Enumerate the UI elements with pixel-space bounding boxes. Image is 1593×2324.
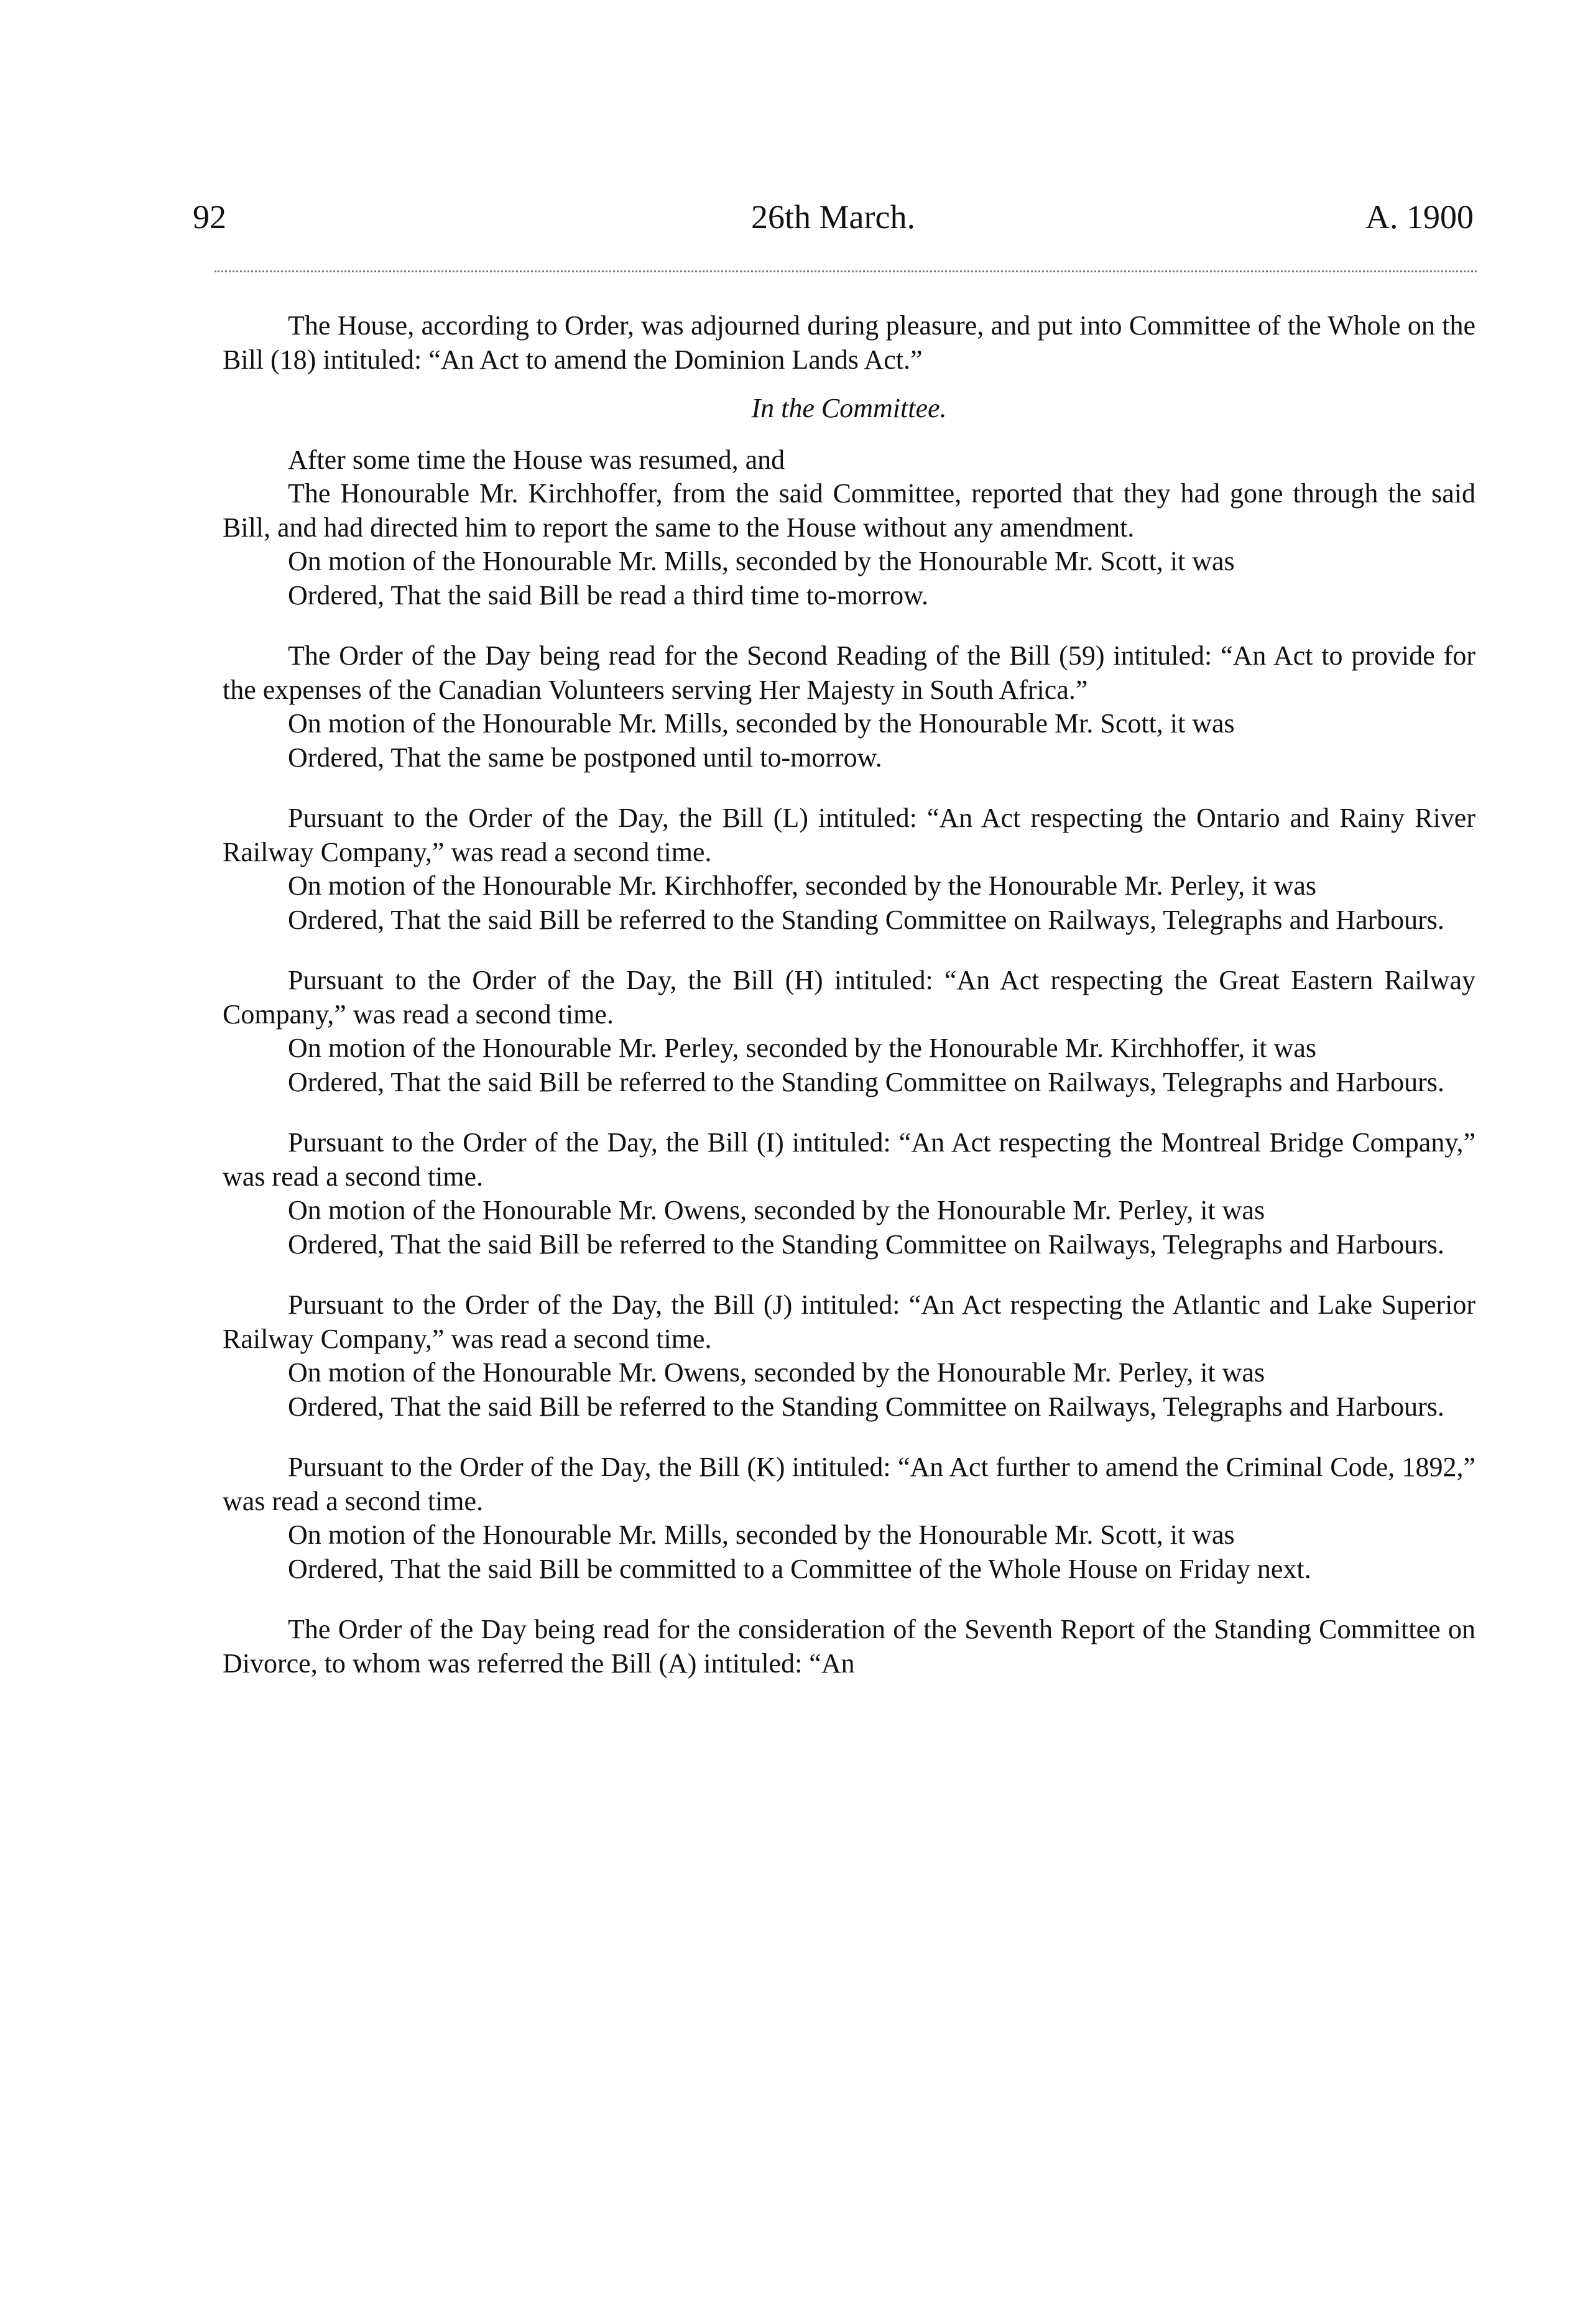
paragraph: Pursuant to the Order of the Day, the Bill (K) intituled: “An Act further to amend the Criminal Code, 1892,” was read a second time.	[223, 1452, 1475, 1516]
header-year: A. 1900	[1365, 198, 1474, 236]
paragraph: Ordered, That the said Bill be committed to a Committee of the Whole House on Friday next.	[288, 1553, 1311, 1584]
paragraph: The Order of the Day being read for the consideration of the Seventh Report of the Standing Committee on Divorce, to whom was referred the Bill (A) intituled: “An	[223, 1614, 1475, 1679]
paragraph: On motion of the Honourable Mr. Owens, seconded by the Honourable Mr. Perley, it was	[288, 1357, 1265, 1388]
paragraph: The House, according to Order, was adjourned during pleasure, and put into Committee of the Whole on the Bill (18) intituled: “An Act to amend the Dominion Lands Act.”	[223, 310, 1475, 375]
paragraph: Ordered, That the said Bill be referred to the Standing Committee on Railways, Telegraphs and Harbours.	[288, 1229, 1444, 1260]
paragraph: Ordered, That the said Bill be referred to the Standing Committee on Railways, Telegraphs and Harbours.	[288, 904, 1444, 935]
paragraph: On motion of the Honourable Mr. Mills, seconded by the Honourable Mr. Scott, it was	[288, 708, 1235, 739]
paragraph: Ordered, That the said Bill be referred to the Standing Committee on Railways, Telegraphs and Harbours.	[288, 1391, 1444, 1422]
section-heading: In the Committee.	[751, 393, 947, 423]
page-number: 92	[193, 198, 226, 236]
paragraph: The Honourable Mr. Kirchhoffer, from the said Committee, reported that they had gone through the said Bill, and had directed him to report the same to the House without any amendment.	[223, 478, 1475, 543]
paragraph: On motion of the Honourable Mr. Perley, seconded by the Honourable Mr. Kirchhoffer, it was	[288, 1033, 1316, 1063]
paragraph: On motion of the Honourable Mr. Owens, seconded by the Honourable Mr. Perley, it was	[288, 1195, 1265, 1225]
paragraph: Ordered, That the same be postponed until to-morrow.	[288, 742, 882, 773]
paragraph: On motion of the Honourable Mr. Kirchhoffer, seconded by the Honourable Mr. Perley, it was	[288, 870, 1316, 901]
journal-body	[223, 309, 1475, 1681]
header-rule	[215, 270, 1477, 272]
paragraph: Pursuant to the Order of the Day, the Bill (L) intituled: “An Act respecting the Ontario and Rainy River Railway Company,” was read a second time.	[223, 803, 1475, 867]
paragraph: Pursuant to the Order of the Day, the Bill (J) intituled: “An Act respecting the Atlantic and Lake Superior Railway Company,” was read a second time.	[223, 1289, 1475, 1354]
paragraph: Ordered, That the said Bill be referred to the Standing Committee on Railways, Telegraphs and Harbours.	[288, 1066, 1444, 1097]
header-date: 26th March.	[751, 198, 915, 236]
paragraph: Pursuant to the Order of the Day, the Bill (I) intituled: “An Act respecting the Montreal Bridge Company,” was read a second time.	[223, 1127, 1475, 1192]
page-header	[193, 198, 1474, 241]
paragraph: On motion of the Honourable Mr. Mills, seconded by the Honourable Mr. Scott, it was	[288, 1519, 1235, 1550]
paragraph: Pursuant to the Order of the Day, the Bill (H) intituled: “An Act respecting the Great Eastern Railway Company,” was read a second time.	[223, 965, 1475, 1030]
paragraph: After some time the House was resumed, and	[288, 444, 785, 475]
paragraph: Ordered, That the said Bill be read a third time to-morrow.	[288, 579, 929, 611]
paragraph: On motion of the Honourable Mr. Mills, seconded by the Honourable Mr. Scott, it was	[288, 546, 1235, 576]
paragraph: The Order of the Day being read for the Second Reading of the Bill (59) intituled: “An Act to provide for the expenses of the Canadian Volunteers serving Her Majesty in South Africa.”	[223, 640, 1475, 705]
